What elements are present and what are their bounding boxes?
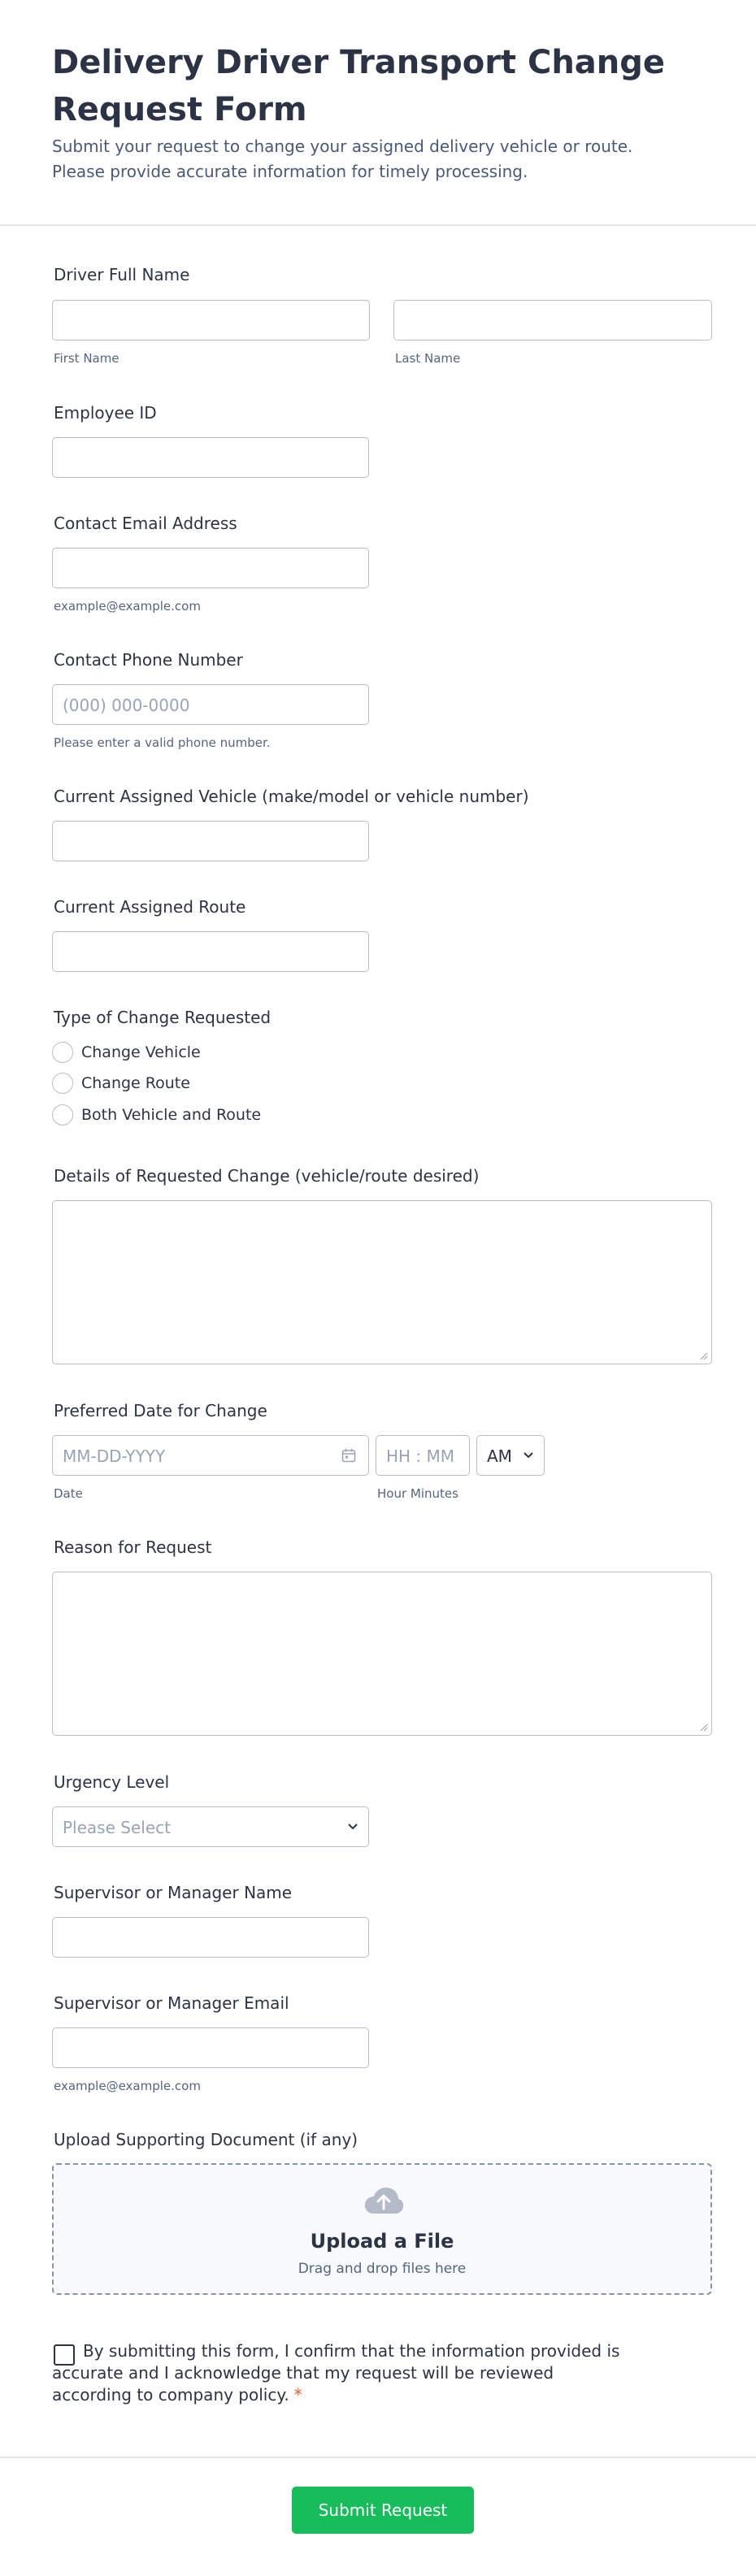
date-input[interactable] bbox=[52, 1435, 369, 1476]
radio-both[interactable] bbox=[52, 1104, 261, 1126]
last-name-input[interactable] bbox=[393, 300, 712, 340]
radio-circle[interactable] bbox=[52, 1042, 73, 1063]
first-name-input[interactable] bbox=[52, 300, 370, 340]
current-route-label: Current Assigned Route bbox=[54, 897, 246, 917]
phone-label: Contact Phone Number bbox=[54, 650, 243, 670]
employee-id-input[interactable] bbox=[52, 437, 369, 478]
time-input[interactable] bbox=[376, 1435, 470, 1476]
consent-text bbox=[52, 2340, 637, 2406]
email-sublabel: example@example.com bbox=[54, 599, 201, 614]
phone-sublabel: Please enter a valid phone number. bbox=[54, 735, 271, 750]
change-type-label: Type of Change Requested bbox=[54, 1008, 272, 1027]
employee-id-label: Employee ID bbox=[54, 403, 157, 423]
submit-button[interactable]: Submit Request bbox=[292, 2487, 474, 2534]
date-placeholder: MM-DD-YYYY bbox=[63, 1446, 166, 1466]
footer-divider bbox=[0, 2457, 756, 2458]
reason-label: Reason for Request bbox=[54, 1537, 212, 1557]
supervisor-email-input[interactable] bbox=[52, 2027, 369, 2068]
radio-label: Change Vehicle bbox=[81, 1043, 201, 1061]
email-label: Contact Email Address bbox=[54, 514, 237, 533]
urgency-placeholder: Please Select bbox=[63, 1818, 171, 1837]
supervisor-email-label: Supervisor or Manager Email bbox=[54, 1993, 289, 2013]
calendar-icon[interactable] bbox=[341, 1447, 357, 1464]
last-name-sublabel: Last Name bbox=[395, 351, 461, 366]
date-sublabel: Date bbox=[54, 1486, 83, 1501]
urgency-label: Urgency Level bbox=[54, 1772, 170, 1792]
radio-change-vehicle[interactable] bbox=[52, 1041, 201, 1064]
resize-handle-icon[interactable] bbox=[698, 1722, 708, 1732]
form-subtitle: Submit your request to change your assigned delivery vehicle or route. Please provide accurate information for timely processing. bbox=[52, 137, 633, 181]
form-header bbox=[0, 0, 756, 226]
supervisor-email-sublabel: example@example.com bbox=[54, 2079, 201, 2093]
time-placeholder: HH : MM bbox=[386, 1446, 455, 1466]
radio-circle[interactable] bbox=[52, 1104, 73, 1125]
current-route-input[interactable] bbox=[52, 931, 369, 972]
reason-textarea[interactable] bbox=[52, 1572, 712, 1736]
current-vehicle-input[interactable] bbox=[52, 821, 369, 861]
time-sublabel: Hour Minutes bbox=[377, 1486, 458, 1501]
radio-circle[interactable] bbox=[52, 1073, 73, 1094]
first-name-sublabel: First Name bbox=[54, 351, 119, 366]
upload-label: Upload Supporting Document (if any) bbox=[54, 2130, 358, 2149]
chevron-down-icon bbox=[347, 1823, 358, 1831]
form-title: Delivery Driver Transport Change Request Form bbox=[52, 44, 666, 128]
upload-dropzone[interactable] bbox=[52, 2163, 712, 2295]
ampm-value: AM bbox=[487, 1446, 512, 1466]
supervisor-name-input[interactable] bbox=[52, 1917, 369, 1958]
current-vehicle-label: Current Assigned Vehicle (make/model or vehicle number) bbox=[54, 787, 529, 806]
details-label: Details of Requested Change (vehicle/route desired) bbox=[54, 1166, 480, 1186]
chevron-down-icon bbox=[523, 1451, 534, 1459]
radio-change-route[interactable] bbox=[52, 1072, 190, 1095]
supervisor-name-label: Supervisor or Manager Name bbox=[54, 1883, 293, 1902]
phone-input[interactable] bbox=[52, 684, 369, 725]
details-textarea[interactable] bbox=[52, 1200, 712, 1364]
radio-label: Both Vehicle and Route bbox=[81, 1106, 262, 1124]
ampm-select[interactable] bbox=[476, 1435, 545, 1476]
upload-subtitle: Drag and drop files here bbox=[298, 2261, 467, 2277]
radio-label: Change Route bbox=[81, 1074, 190, 1092]
email-input[interactable] bbox=[52, 548, 369, 588]
resize-handle-icon[interactable] bbox=[698, 1351, 708, 1360]
cloud-upload-icon bbox=[363, 2186, 404, 2215]
urgency-select[interactable] bbox=[52, 1806, 369, 1847]
upload-title: Upload a File bbox=[310, 2230, 454, 2253]
driver-name-label: Driver Full Name bbox=[54, 265, 190, 284]
required-mark: * bbox=[293, 2385, 302, 2405]
consent-label: By submitting this form, I confirm that the information provided is accurate and I acknowledge that my request will be reviewed according to company policy. bbox=[52, 2341, 620, 2405]
phone-placeholder: (000) 000-0000 bbox=[63, 696, 190, 715]
preferred-date-label: Preferred Date for Change bbox=[54, 1401, 267, 1420]
